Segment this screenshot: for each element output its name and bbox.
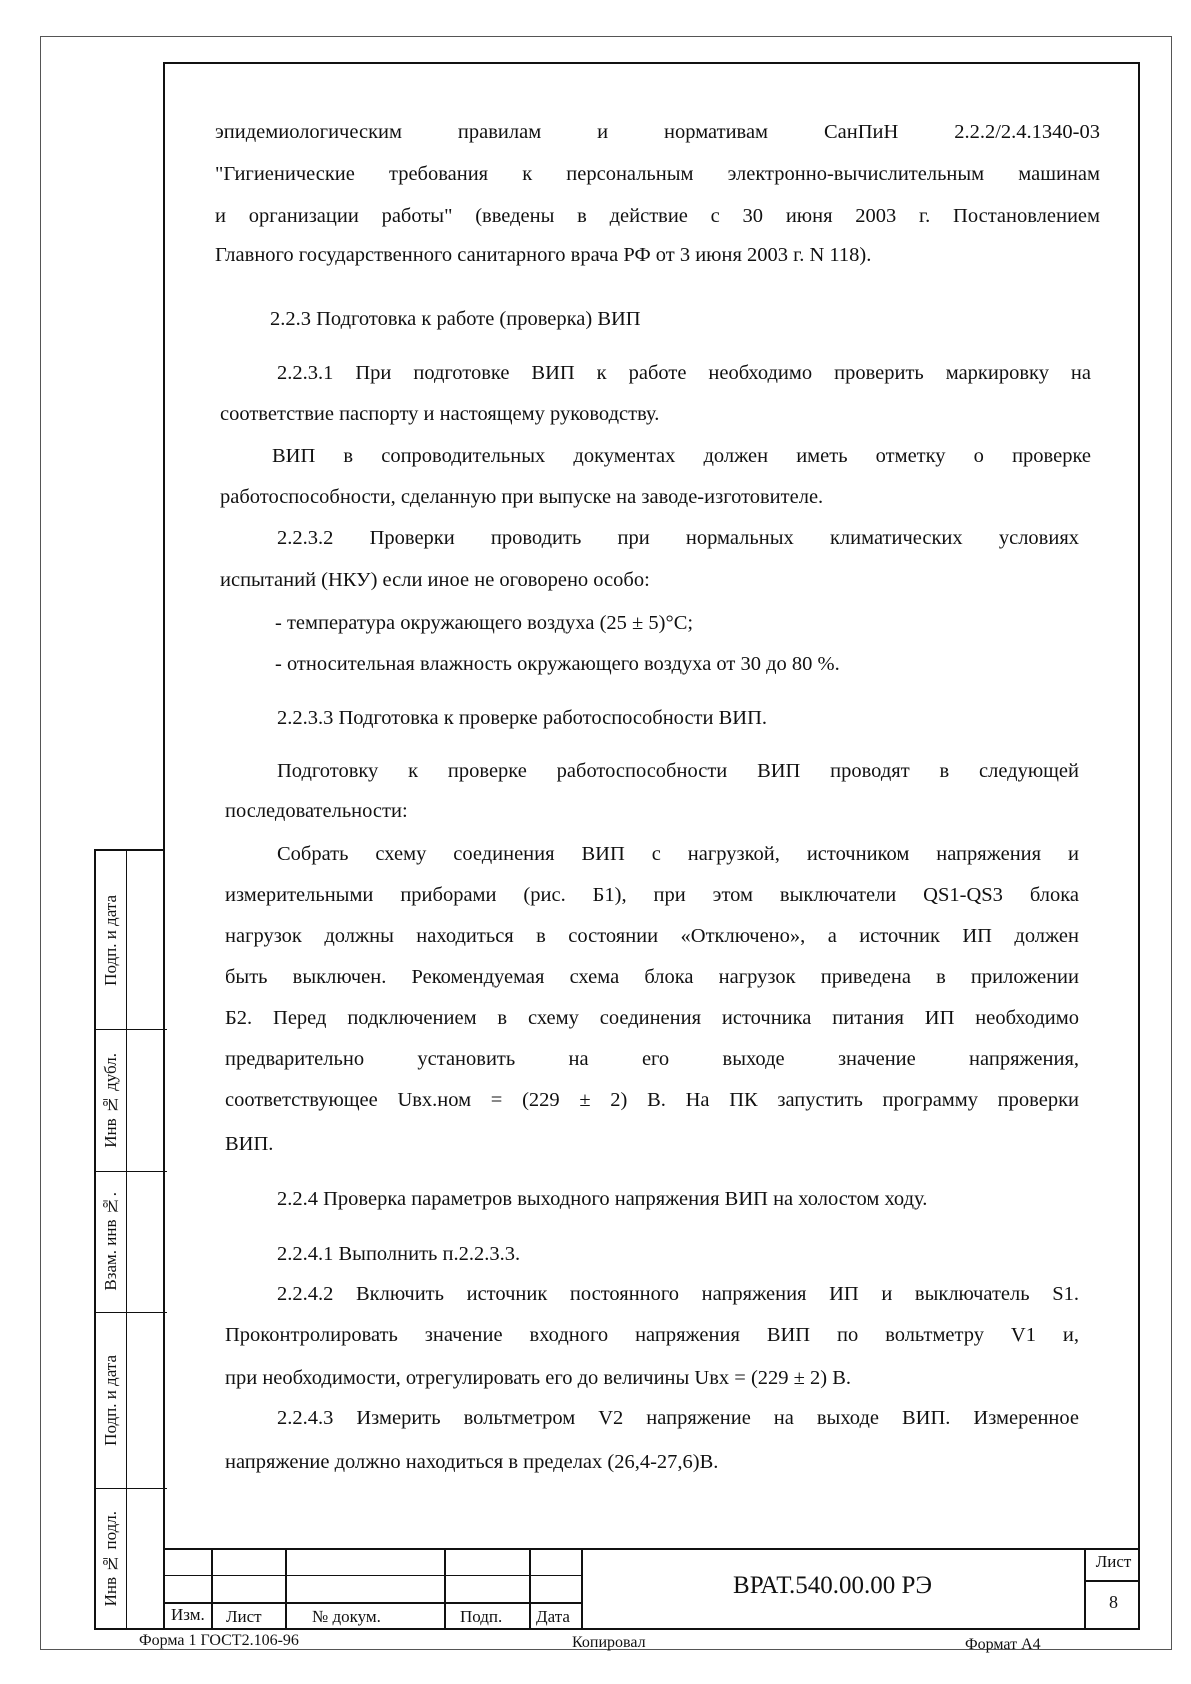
paragraph-2-2-4-2 [225, 1274, 1079, 1356]
footer-form: Форма 1 ГОСТ2.106-96 [139, 1632, 299, 1649]
paragraph-2-2-4-1: 2.2.4.1 Выполнить п.2.2.3.3. [277, 1243, 521, 1265]
list-item: - относительная влажность окружающего воздуха от 30 до 80 %. [275, 653, 840, 675]
text-line: Главного государственного санитарного врача РФ от 3 июня 2003 г. N 118). [215, 244, 872, 266]
section-heading-2-2-3: 2.2.3 Подготовка к работе (проверка) ВИП [270, 308, 641, 330]
text-line: и организации работы" (введены в действие с 30 июня 2003 г. Постановлением [215, 205, 1100, 227]
title-block-col-line [1084, 1548, 1086, 1630]
paragraph-prep: Подготовку к проверке работоспособности ВИП проводят в следующей [277, 760, 1079, 782]
text-line: при необходимости, отрегулировать его до величины Uвх = (229 ± 2) В. [225, 1367, 852, 1389]
paragraph-2-2-3-1: 2.2.3.1 При подготовке ВИП к работе необходимо проверить маркировку на [277, 362, 1091, 384]
title-block-col-line [444, 1548, 446, 1630]
col-header-change: Изм. [171, 1605, 205, 1624]
text-line: быть выключен. Рекомендуемая схема блока нагрузок приведена в приложении [225, 966, 1079, 988]
title-block-row-line [163, 1575, 581, 1576]
text-line: "Гигиенические требования к персональным электронно-вычислительным машинам [215, 163, 1100, 185]
text-line: ВИП. [225, 1133, 274, 1155]
side-label-dup-inv: Инв № дубл. [101, 1052, 120, 1148]
sheet-label: Лист [1095, 1552, 1132, 1571]
side-stamp-divider [126, 851, 127, 1628]
side-label-sign-date: Подп. и дата [101, 894, 120, 986]
text-line: соответствующее Uвх.ном = (229 ± 2) В. На ПК запустить программу проверки [225, 1089, 1079, 1111]
text-line: Б2. Перед подключением в схему соединения источника питания ИП необходимо [225, 1007, 1079, 1029]
text-line: Проконтролировать значение входного напряжения ВИП по вольтметру V1 и, [225, 1324, 1079, 1346]
list-item: - температура окружающего воздуха (25 ± 5)°С; [275, 612, 694, 634]
title-block-col-line [211, 1548, 213, 1630]
text-line: нагрузок должны находиться в состоянии «Отключено», а источник ИП должен [225, 925, 1079, 947]
col-header-signature: Подп. [460, 1607, 503, 1626]
footer-format: Формат А4 [965, 1636, 1041, 1653]
text-line: 2.2.4.2 Включить источник постоянного напряжения ИП и выключатель S1. [277, 1283, 1079, 1305]
text-line: соответствие паспорту и настоящему руководству. [220, 403, 660, 425]
title-block-col-line [529, 1548, 531, 1630]
side-label-orig-inv: Инв № подл. [101, 1511, 120, 1607]
col-header-sheet: Лист [226, 1607, 262, 1626]
paragraph-2-2-3-3: 2.2.3.3 Подготовка к проверке работоспособности ВИП. [277, 707, 768, 729]
text-line: испытаний (НКУ) если иное не оговорено особо: [220, 569, 650, 591]
side-label-replace-inv: Взам. инв №. [101, 1192, 120, 1291]
title-block-top-line [163, 1548, 1140, 1550]
text-line: последовательности: [225, 800, 408, 822]
col-header-date: Дата [536, 1607, 570, 1626]
paragraph-2-2-3-2: 2.2.3.2 Проверки проводить при нормальных климатических условиях [277, 527, 1079, 549]
text-line: напряжение должно находиться в пределах (26,4-27,6)В. [225, 1451, 719, 1473]
intro-paragraph [215, 111, 1100, 237]
text-line: измерительными приборами (рис. Б1), при этом выключатели QS1-QS3 блока [225, 884, 1079, 906]
document-designation: ВРАТ.540.00.00 РЭ [733, 1572, 932, 1599]
section-heading-2-2-4: 2.2.4 Проверка параметров выходного напряжения ВИП на холостом ходу. [277, 1188, 928, 1210]
title-block-row-line [163, 1602, 581, 1604]
footer-copied: Копировал [572, 1634, 646, 1651]
side-label-sign-date-2: Подп. и дата [101, 1354, 120, 1446]
text-line: предварительно установить на его выходе значение напряжения, [225, 1048, 1079, 1070]
text-line: работоспособности, сделанную при выпуске на заводе-изготовителе. [220, 486, 824, 508]
title-block-col-line [285, 1548, 287, 1630]
text-line: Собрать схему соединения ВИП с нагрузкой, источником напряжения и [277, 843, 1079, 865]
col-header-doc-number: № докум. [312, 1607, 381, 1626]
sheet-number: 8 [1109, 1592, 1118, 1612]
paragraph-assemble [225, 834, 1079, 1121]
sheet-cell-line [1084, 1580, 1140, 1582]
paragraph-2-2-4-3: 2.2.4.3 Измерить вольтметром V2 напряжение на выходе ВИП. Измеренное [277, 1407, 1079, 1429]
side-stamp [94, 849, 165, 1630]
paragraph-vip-mark: ВИП в сопроводительных документах должен иметь отметку о проверке [272, 445, 1091, 467]
text-line: эпидемиологическим правилам и нормативам СанПиН 2.2.2/2.4.1340-03 [215, 121, 1100, 143]
